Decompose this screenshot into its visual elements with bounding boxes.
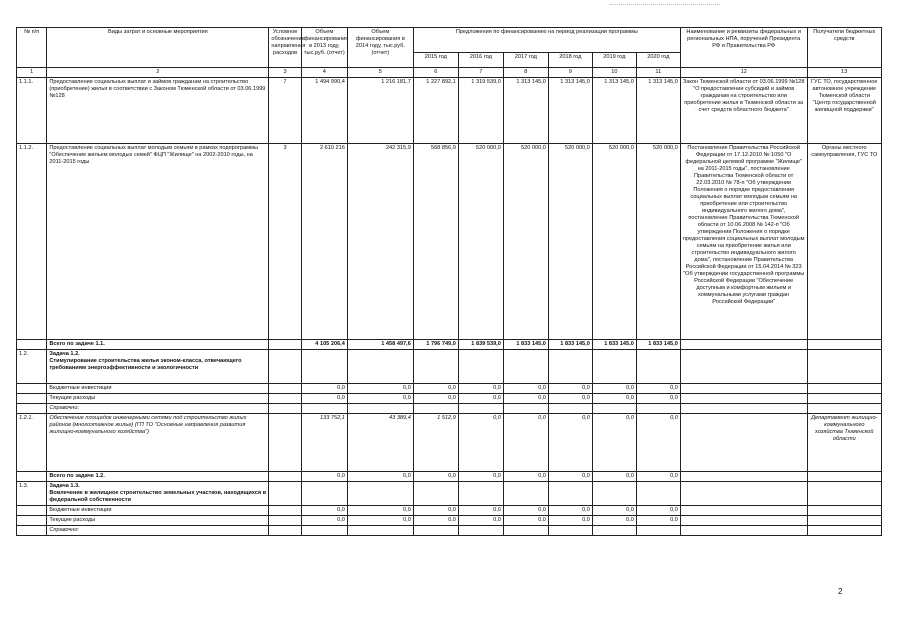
cell-year: 0,0 <box>458 471 503 481</box>
scan-marks <box>610 4 720 8</box>
task-row <box>17 481 882 505</box>
cell-2013: 0,0 <box>301 383 347 393</box>
row-label: Текущие расходы <box>47 515 269 525</box>
row-label: Бюджетные инвестиции <box>47 505 269 515</box>
cell-2013: 4 105 206,4 <box>301 339 347 349</box>
cell-2014: 0,0 <box>347 393 413 403</box>
cell-year: 0,0 <box>636 505 680 515</box>
table-row <box>17 515 882 525</box>
cell-year: 0,0 <box>458 393 503 403</box>
header-vol2014: Объем финансирования в 2014 году, тыс.руб. (отчет) <box>347 28 413 68</box>
row-recipient: Органы местного самоуправления, ГУС ТО <box>807 143 881 339</box>
table-row <box>17 413 882 471</box>
total-row <box>17 339 882 349</box>
cell-year: 520 000,0 <box>636 143 680 339</box>
cell-2014: 0,0 <box>347 471 413 481</box>
cell-year: 0,0 <box>636 413 680 471</box>
cell-2013: 0,0 <box>301 471 347 481</box>
header-proposals: Предложения по финансированию на период реализации программы <box>413 28 680 53</box>
cell-year: 0,0 <box>592 383 636 393</box>
cell-year: 0,0 <box>592 515 636 525</box>
task-text <box>47 349 269 383</box>
task-title: Задача 1.3. <box>49 482 80 489</box>
colnum: 13 <box>807 68 881 78</box>
cell-year: 520 000,0 <box>458 143 503 339</box>
cell-year: 0,0 <box>503 413 548 471</box>
row-text: Обеспечение площадок инженерными сетями под строительство жилых районов (многоэтажное жилье) (ГП ТО "Основные направления развития жилищно-коммунального хозяйства") <box>47 413 269 471</box>
cell-year: 1 796 749,0 <box>413 339 458 349</box>
colnum: 3 <box>269 68 301 78</box>
row-text: Предоставление социальных выплат молодым семьям в рамках подпрограммы "Обеспечение жильем молодых семей" ФЦП "Жилище" на 2002-2010 годы, на 2011-2015 годы <box>47 143 269 339</box>
cell-year: 1 319 539,0 <box>458 77 503 143</box>
cell-year: 1 512,9 <box>413 413 458 471</box>
cell-year: 0,0 <box>413 471 458 481</box>
cell-year: 0,0 <box>548 515 592 525</box>
header-symbol: Условное обозначение направления расходов <box>269 28 301 68</box>
cell-year: 0,0 <box>503 393 548 403</box>
cell-year: 0,0 <box>636 515 680 525</box>
row-recipient: Департамент жилищно-коммунального хозяйства Тюменской области <box>807 413 881 471</box>
row-num: 1.2. <box>17 349 47 383</box>
row-label: Текущие расходы <box>47 393 269 403</box>
financing-table <box>16 27 882 536</box>
header-year: 2019 год <box>592 53 636 68</box>
table-row <box>17 77 882 143</box>
colnum: 5 <box>347 68 413 78</box>
colnum: 9 <box>548 68 592 78</box>
row-label: Справочно: <box>47 525 269 535</box>
cell-year: 1 839 539,0 <box>458 339 503 349</box>
cell-year: 1 313 145,0 <box>592 77 636 143</box>
header-vol2013: Объем финансирования в 2013 году, тыс.руб. (отчет) <box>301 28 347 68</box>
table-row <box>17 505 882 515</box>
row-doc: Постановление Правительства Российской Федерации от 17.12.2010 № 1050 "О федеральной целевой программе "Жилище" на 2011-2015 годы", постановление Правительства Тюменской области от 22.03.2010 № 78-п "Об утверждении Положения о порядке предоставления социальных выплат молодым семьям на приобретение или строительство индивидуального жилого дома", постановление Правительства Тюменской области от 10.06.2008 № 142-п "Об утверждении Положения о порядке предоставления социальных выплат молодым семьям на приобретение жилья или строительство индивидуального жилого дома", постановление Правительства Российской Федерации от 15.04.2014 № 323 "Об утверждении государственной программы Российской Федерации "Обеспечение доступным и комфортным жильем и коммунальными услугами граждан Российской Федерации" <box>680 143 807 339</box>
column-numbers-row <box>17 68 882 78</box>
cell-year: 0,0 <box>503 505 548 515</box>
colnum: 12 <box>680 68 807 78</box>
cell-2014: 0,0 <box>347 383 413 393</box>
cell-year: 0,0 <box>458 505 503 515</box>
table-row <box>17 383 882 393</box>
cell-year: 0,0 <box>413 393 458 403</box>
cell-year: 0,0 <box>592 505 636 515</box>
cell-year: 568 856,9 <box>413 143 458 339</box>
cell-2014: 1 458 497,6 <box>347 339 413 349</box>
colnum: 8 <box>503 68 548 78</box>
header-recipients: Получатели бюджетных средств <box>807 28 881 68</box>
cell-year: 0,0 <box>413 515 458 525</box>
cell-year: 1 833 145,0 <box>503 339 548 349</box>
cell-year: 520 000,0 <box>503 143 548 339</box>
row-num: 1.1.1. <box>17 77 47 143</box>
cell-year: 0,0 <box>548 471 592 481</box>
cell-year: 1 313 145,0 <box>636 77 680 143</box>
colnum: 11 <box>636 68 680 78</box>
cell-year: 0,0 <box>592 471 636 481</box>
cell-year: 0,0 <box>636 383 680 393</box>
cell-2013: 0,0 <box>301 505 347 515</box>
cell-year: 1 227 892,1 <box>413 77 458 143</box>
task-text <box>47 481 269 505</box>
task-description: Стимулирование строительства жилья эконом-класса, отвечающего требованиям энергоэффективности и экологичности <box>49 357 242 371</box>
cell-2013: 2 610 216 <box>301 143 347 339</box>
cell-year: 520 000,0 <box>592 143 636 339</box>
row-symbol: 3 <box>269 143 301 339</box>
cell-year: 520 000,0 <box>548 143 592 339</box>
colnum: 1 <box>17 68 47 78</box>
cell-2014: 43 389,4 <box>347 413 413 471</box>
header-num: № п/п <box>17 28 47 68</box>
row-num: 1.1.2. <box>17 143 47 339</box>
row-label: Бюджетные инвестиции <box>47 383 269 393</box>
row-num: 1.2.1. <box>17 413 47 471</box>
cell-2013: 0,0 <box>301 393 347 403</box>
task-row <box>17 349 882 383</box>
cell-2013: 133 752,1 <box>301 413 347 471</box>
colnum: 7 <box>458 68 503 78</box>
cell-year: 0,0 <box>548 393 592 403</box>
colnum: 6 <box>413 68 458 78</box>
cell-year: 1 833 145,0 <box>548 339 592 349</box>
page-number: 2 <box>838 587 843 596</box>
cell-2013: 0,0 <box>301 515 347 525</box>
total-label: Всего по задаче 1.1. <box>47 339 269 349</box>
cell-year: 0,0 <box>413 383 458 393</box>
cell-year: 1 313 145,0 <box>548 77 592 143</box>
header-year: 2020 год <box>636 53 680 68</box>
row-doc: Закон Тюменской области от 03.06.1999 №128 "О предоставлении субсидий и займов гражданам на строительство или приобретение жилья в Тюменской области за счет средств областного бюджета" <box>680 77 807 143</box>
cell-year: 0,0 <box>458 383 503 393</box>
task-description: Вовлечение в жилищное строительство земельных участков, находящихся в федеральной собственности <box>49 489 267 503</box>
header-docs: Наименование и реквизиты федеральных и региональных НПА, поручений Президента РФ и Правительства РФ <box>680 28 807 68</box>
cell-year: 1 313 145,0 <box>503 77 548 143</box>
table-row <box>17 143 882 339</box>
cell-year: 0,0 <box>458 413 503 471</box>
header-types: Виды затрат и основные мероприятия <box>47 28 269 68</box>
cell-2014: 0,0 <box>347 515 413 525</box>
cell-year: 1 833 145,0 <box>592 339 636 349</box>
cell-2014: 0,0 <box>347 505 413 515</box>
colnum: 4 <box>301 68 347 78</box>
task-title: Задача 1.2. <box>49 350 80 357</box>
table-row <box>17 525 882 535</box>
header-year: 2016 год <box>458 53 503 68</box>
cell-year: 0,0 <box>636 471 680 481</box>
cell-2013: 1 494 990,4 <box>301 77 347 143</box>
cell-year: 0,0 <box>503 471 548 481</box>
header-year: 2017 год <box>503 53 548 68</box>
cell-year: 0,0 <box>548 413 592 471</box>
cell-year: 0,0 <box>592 413 636 471</box>
table-row <box>17 403 882 413</box>
cell-year: 0,0 <box>503 515 548 525</box>
cell-year: 0,0 <box>548 383 592 393</box>
row-recipient: ГУС ТО, государственное автономное учреждение Тюменской области "Центр государственной жилищной поддержки" <box>807 77 881 143</box>
cell-year: 0,0 <box>413 505 458 515</box>
row-symbol: 7 <box>269 77 301 143</box>
cell-2014: 242 315,9 <box>347 143 413 339</box>
colnum: 2 <box>47 68 269 78</box>
cell-year: 0,0 <box>458 515 503 525</box>
header-year: 2018 год <box>548 53 592 68</box>
row-label: Справочно: <box>47 403 269 413</box>
cell-year: 0,0 <box>548 505 592 515</box>
total-label: Всего по задаче 1.2. <box>47 471 269 481</box>
header-row <box>17 28 882 53</box>
cell-2014: 1 216 181,7 <box>347 77 413 143</box>
colnum: 10 <box>592 68 636 78</box>
row-num: 1.3. <box>17 481 47 505</box>
total-row <box>17 471 882 481</box>
cell-year: 0,0 <box>636 393 680 403</box>
cell-year: 0,0 <box>592 393 636 403</box>
header-year: 2015 год <box>413 53 458 68</box>
row-text: Предоставление социальных выплат и займов гражданам на строительство (приобретение) жилья в соответствии с Законом Тюменской области от 03.06.1999 №128 <box>47 77 269 143</box>
cell-year: 1 833 145,0 <box>636 339 680 349</box>
table-row <box>17 393 882 403</box>
cell-year: 0,0 <box>503 383 548 393</box>
